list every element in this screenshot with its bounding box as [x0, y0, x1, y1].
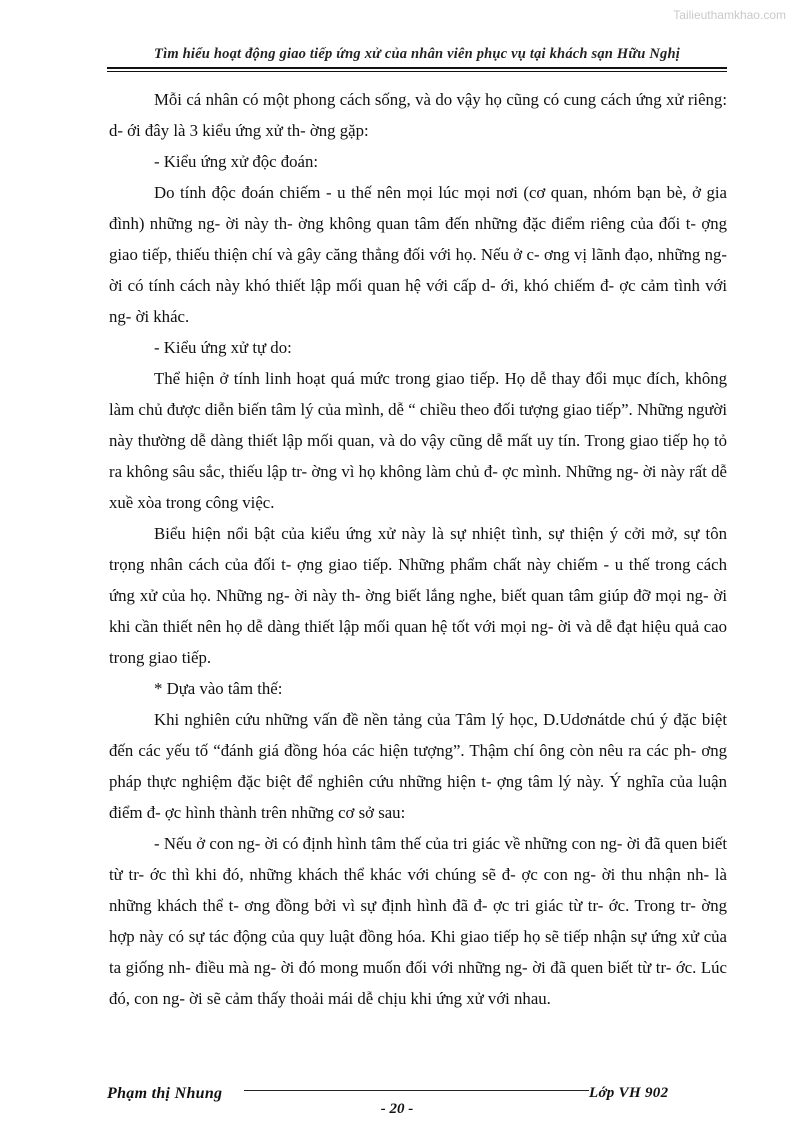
- running-header: Tìm hiểu hoạt động giao tiếp ứng xử của nhân viên phục vụ tại khách sạn Hữu Nghị: [154, 46, 680, 62]
- paragraph: Mỗi cá nhân có một phong cách sống, và do vậy họ cũng có cung cách ứng xử riêng: d- ới đây là 3 kiểu ứng xử th- ờng gặp:: [109, 90, 727, 140]
- paragraph: * Dựa vào tâm thế:: [154, 679, 283, 698]
- body-text: [109, 84, 727, 1014]
- watermark: Tailieuthamkhao.com: [673, 8, 786, 22]
- paragraph: - Nếu ở con ng- ời có định hình tâm thế của tri giác về những con ng- ời đã quen biết từ tr- ớc thì khi đó, những khách thể khác với chúng sẽ đ- ợc con ng- ời thu nhận nh- là những khách thể t- ơng đồng bởi vì sự định hình đã đ- ợc tri giác từ tr- ớc. Trong tr- ờng hợp này có sự tác động của quy luật đồng hóa. Khi giao tiếp họ sẽ tiếp nhận sự ứng xử của ta giống nh- điều mà ng- ời đó mong muốn đối với những ng- ời đã quen biết từ tr- ớc. Lúc đó, con ng- ời sẽ cảm thấy thoải mái dễ chịu khi ứng xử với nhau.: [109, 834, 727, 1008]
- paragraph: Do tính độc đoán chiếm - u thế nên mọi lúc mọi nơi (cơ quan, nhóm bạn bè, ở gia đình) những ng- ời này th- ờng không quan tâm đến những đặc điểm riêng của đối t- ợng giao tiếp, thiếu thiện chí và gây căng thẳng đối với họ. Nếu ở c- ơng vị lãnh đạo, những ng- ời có tính cách này khó thiết lập mối quan hệ với cấp d- ới, khó chiếm đ- ợc cảm tình với ng- ời khác.: [109, 183, 727, 326]
- footer-class: Lớp VH 902: [589, 1085, 669, 1101]
- paragraph: Khi nghiên cứu những vấn đề nền tảng của Tâm lý học, D.Udơnátde chú ý đặc biệt đến các yếu tố “đánh giá đồng hóa các hiện tượng”. Thậm chí ông còn nêu ra các ph- ơng pháp thực nghiệm đặc biệt để nghiên cứu những hiện t- ợng tâm lý này. Ý nghĩa của luận điểm đ- ợc hình thành trên những cơ sở sau:: [109, 710, 727, 822]
- header-rule-thin: [107, 71, 727, 72]
- header-rule-thick: [107, 67, 727, 69]
- paragraph: - Kiểu ứng xử tự do:: [154, 338, 292, 357]
- footer-author: Phạm thị Nhung: [107, 1085, 223, 1102]
- paragraph: Thể hiện ở tính linh hoạt quá mức trong giao tiếp. Họ dễ thay đổi mục đích, không làm chủ được diễn biến tâm lý của mình, dễ “ chiều theo đối tượng giao tiếp”. Những người này thường dễ dàng thiết lập mối quan, và do vậy cũng dễ mất uy tín. Trong giao tiếp họ tỏ ra không sâu sắc, thiếu lập tr- ờng vì họ không làm chủ đ- ợc mình. Những ng- ời này rất dễ xuề xòa trong công việc.: [109, 369, 727, 512]
- paragraph: - Kiểu ứng xử độc đoán:: [154, 152, 319, 171]
- page-number: - 20 -: [380, 1101, 414, 1117]
- paragraph: Biểu hiện nổi bật của kiểu ứng xử này là sự nhiệt tình, sự thiện ý cởi mở, sự tôn trọng nhân cách của đối t- ợng giao tiếp. Những phẩm chất này chiếm - u thế trong cách ứng xử của họ. Những ng- ời này th- ờng biết lắng nghe, biết quan tâm giúp đỡ mọi ng- ời khi cần thiết nên họ dễ dàng thiết lập mối quan hệ tốt với mọi ng- ời và dễ đạt hiệu quả cao trong giao tiếp.: [109, 524, 727, 667]
- footer-rule: [244, 1090, 589, 1091]
